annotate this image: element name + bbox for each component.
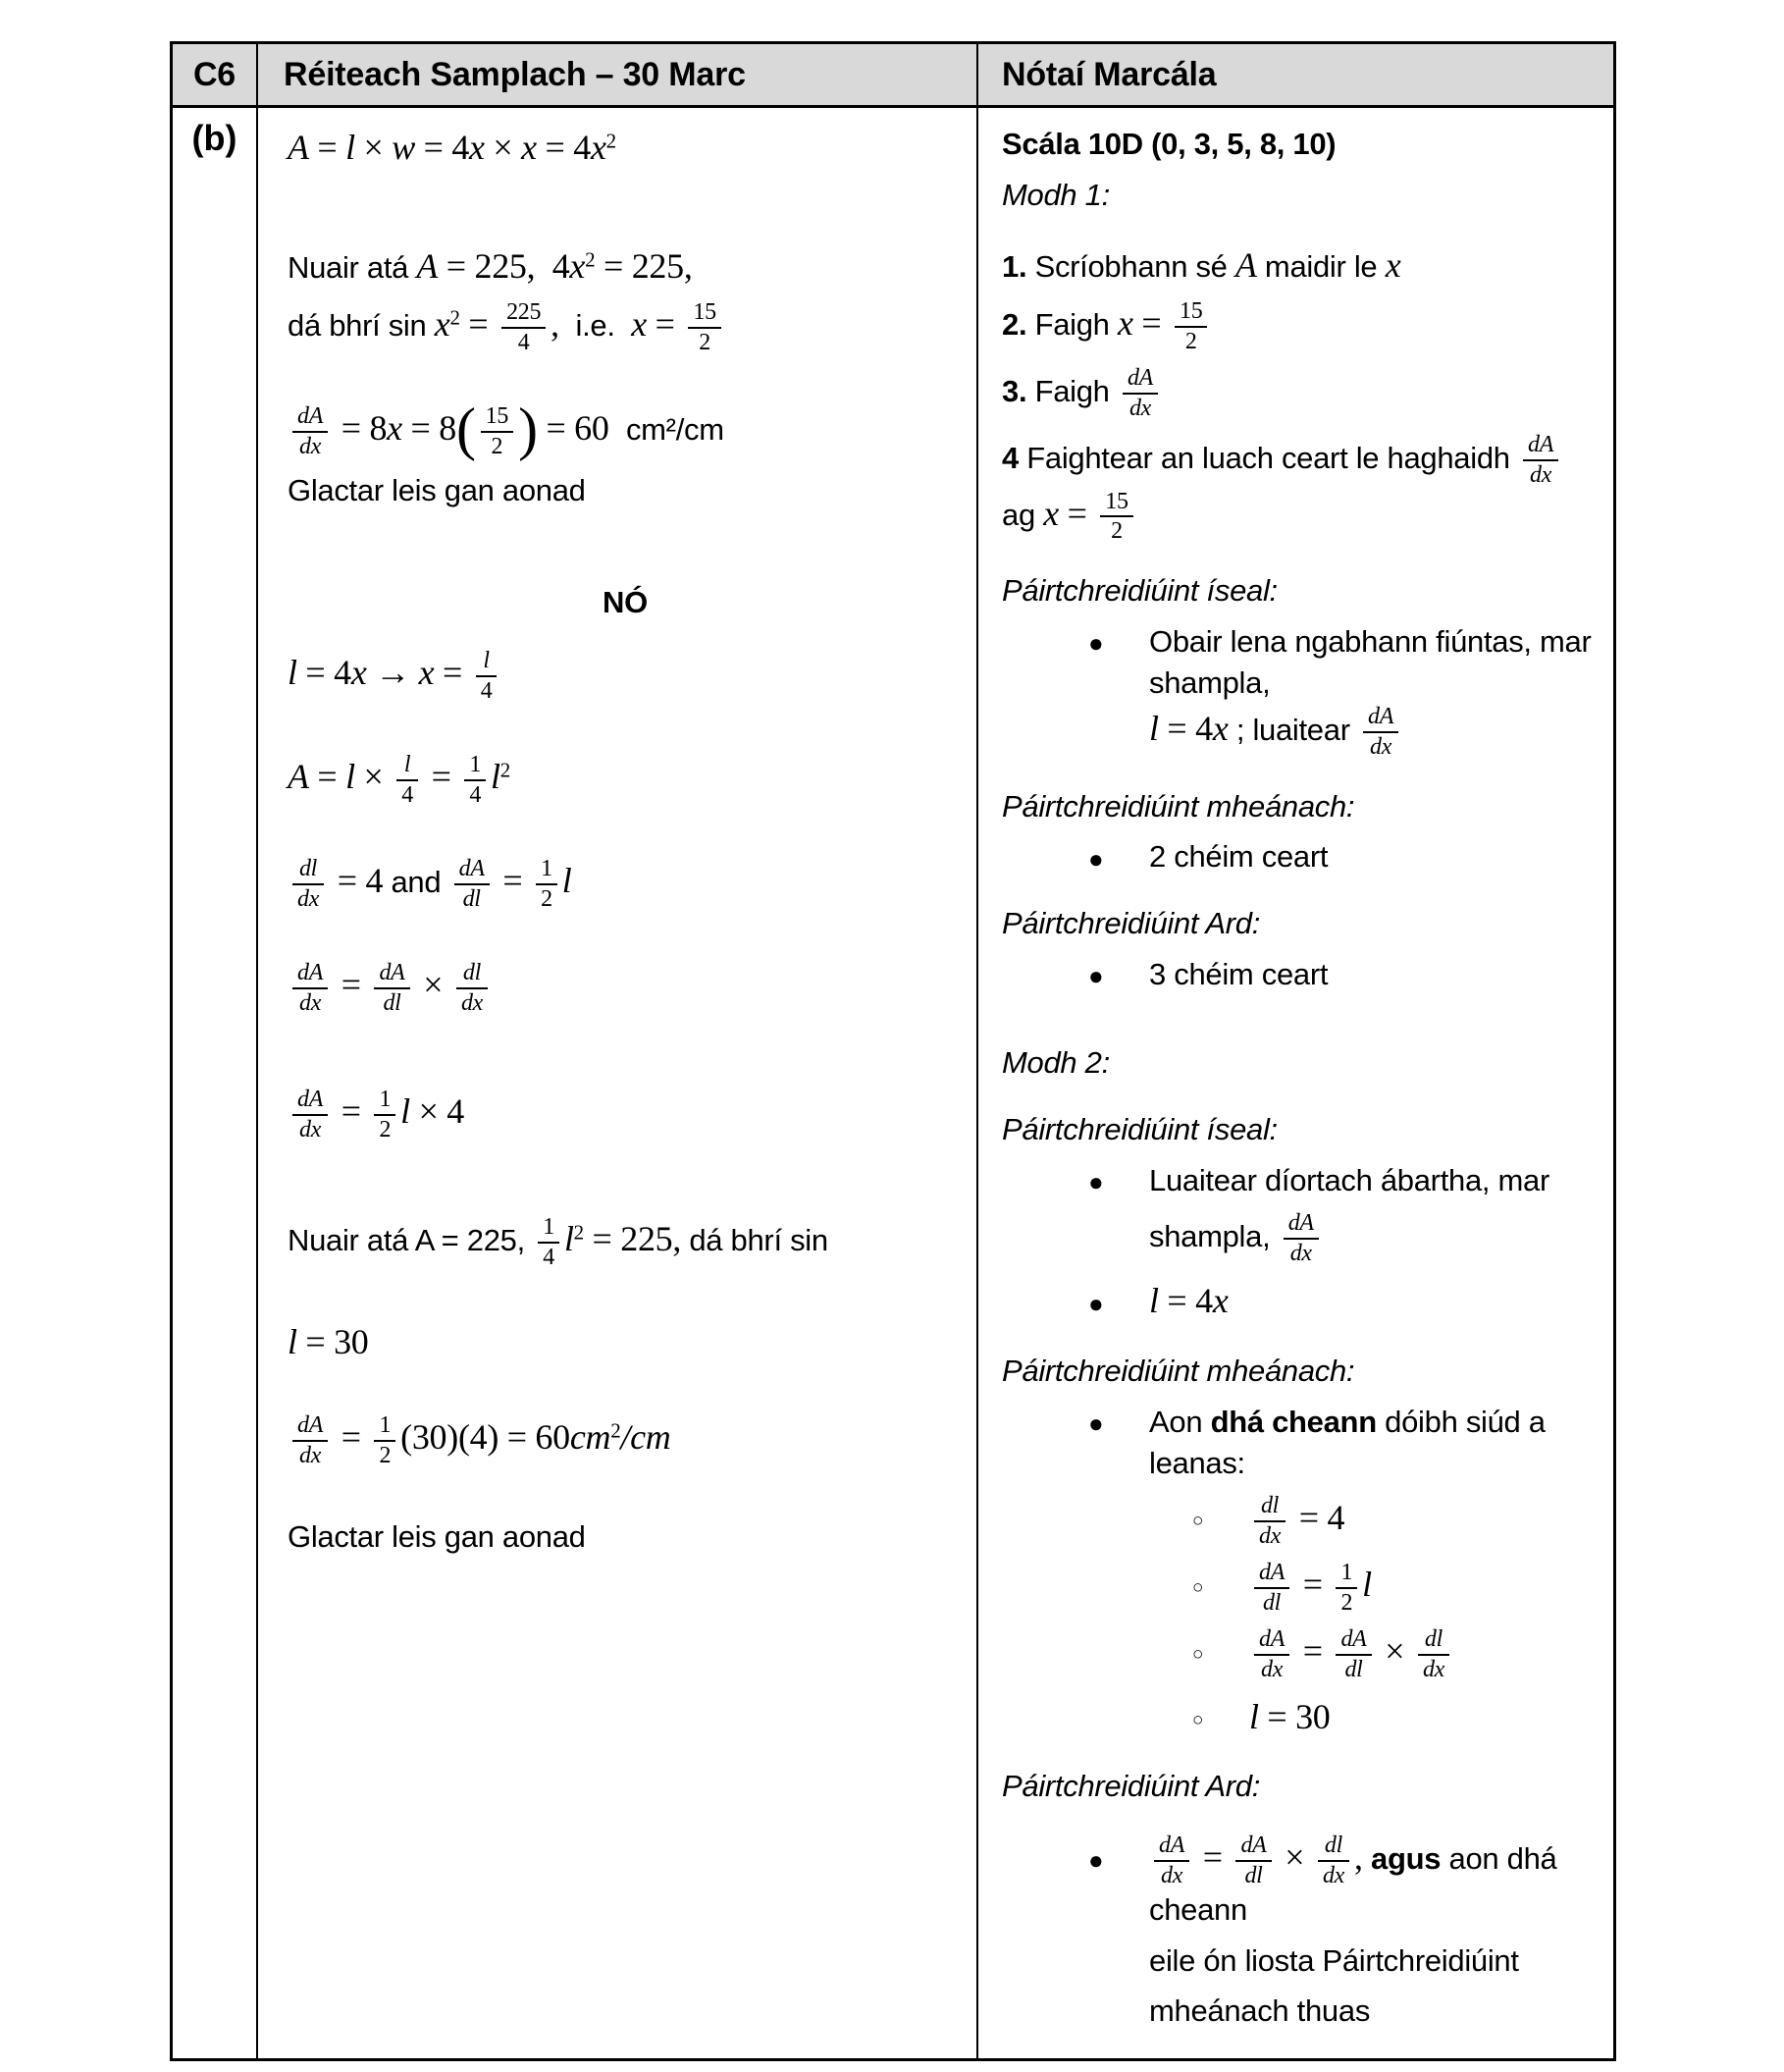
text-segment: Faightear an luach ceart le haghaidh [1018, 440, 1519, 475]
text-segment: dá bhrí sin [288, 308, 435, 344]
text-segment: 3 chéim ceart [1149, 957, 1329, 992]
text-segment: 2 [585, 247, 596, 272]
text-segment: x [521, 128, 537, 167]
text-segment: l [491, 757, 500, 797]
text-segment: = [1132, 303, 1171, 344]
text-segment: l [345, 128, 355, 167]
notes-line [1002, 836, 1596, 877]
solution-line [288, 1318, 963, 1366]
big-paren-close: ) [518, 396, 538, 461]
text-segment: , [1354, 1837, 1363, 1878]
text-segment: i.e. [558, 308, 632, 344]
text-segment [1363, 1841, 1371, 1876]
solution-line [288, 856, 963, 913]
text-segment: x [418, 653, 435, 693]
fraction: $\frac{15}{2}$ [688, 299, 720, 356]
text-segment: Modh 2: [1002, 1044, 1110, 1080]
text-segment: = 4 [1290, 1498, 1345, 1538]
part-label: (b) [191, 118, 237, 158]
text-segment: × [354, 128, 393, 167]
text-segment: Páirtchreidiúint Ard: [1002, 1769, 1261, 1804]
bullet-disc-icon: ● [1088, 843, 1104, 874]
text-segment: dhá cheann [1210, 1404, 1377, 1439]
notes-line [1002, 954, 1596, 995]
notes-line [1002, 570, 1596, 611]
notes-line [1002, 1991, 1596, 2032]
text-segment: Páirtchreidiúint mheánach: [1002, 1353, 1355, 1388]
notes-line [1002, 489, 1596, 546]
text-segment: l [1362, 1565, 1372, 1605]
text-segment: = [308, 128, 346, 167]
text-segment: x [434, 304, 450, 345]
text-segment: Páirtchreidiúint Ard: [1002, 906, 1261, 941]
text-segment: l [561, 860, 572, 900]
marking-scheme-table [170, 41, 1616, 2061]
big-paren-open: ( [455, 396, 476, 461]
text-segment: x [631, 304, 647, 345]
text-segment: = 4 [1158, 708, 1213, 748]
text-segment: x [350, 653, 367, 693]
text-segment: ag [1002, 497, 1044, 532]
text-segment: 2. [1002, 307, 1027, 343]
bullet-disc-icon: ● [1088, 1408, 1104, 1438]
text-segment: Scála 10D (0, 3, 5, 8, 10) [1002, 127, 1337, 161]
fraction: $\frac{dA}{dx}$ [1254, 1626, 1289, 1683]
solution-line [288, 242, 963, 291]
bullet-circle-icon: ○ [1192, 1643, 1204, 1665]
text-segment: Aon [1149, 1404, 1211, 1439]
text-segment: = 8 [333, 408, 388, 448]
fraction: $\frac{dA}{dx}$ [1154, 1833, 1189, 1889]
text-segment: x [569, 245, 586, 286]
fraction: $\frac{15}{2}$ [1100, 489, 1132, 546]
header-cell-question-id: C6 [173, 44, 258, 108]
solution-line [288, 396, 963, 461]
text-segment: × [354, 757, 393, 797]
text-segment: = 4 [536, 128, 591, 167]
text-segment: = [494, 860, 532, 900]
fraction: $\frac{1}{2}$ [374, 1087, 395, 1143]
text-segment: = [434, 653, 471, 693]
solution-line [288, 1412, 963, 1469]
notes-line [1002, 241, 1596, 290]
text-segment: , [551, 304, 559, 345]
solution-line [288, 1516, 963, 1558]
text-segment: = [333, 1091, 370, 1132]
notes-line [1002, 1160, 1596, 1201]
text-segment: Glactar leis gan aonad [288, 472, 586, 507]
notes-line [1002, 432, 1596, 489]
text-segment: = [1194, 1837, 1232, 1878]
notes-line [1002, 124, 1596, 165]
text-segment: l [563, 1219, 574, 1259]
solution-line [288, 960, 963, 1017]
text-segment: Faigh [1026, 374, 1118, 409]
notes-line [1002, 621, 1596, 704]
text-segment: Scríobhann sé [1026, 248, 1235, 284]
bullet-disc-icon: ● [1088, 1166, 1104, 1196]
text-segment: 1. [1002, 248, 1027, 284]
text-segment: × 4 [409, 1091, 464, 1132]
text-segment: /cm [620, 1417, 671, 1458]
text-segment: 2 chéim ceart [1149, 839, 1329, 875]
text-segment: l [1149, 708, 1159, 748]
text-segment: aon dhá cheann [1149, 1841, 1557, 1927]
text-segment: = 4 [329, 860, 384, 900]
text-segment: x [590, 128, 606, 167]
text-segment: Luaitear díortach ábartha, mar [1149, 1162, 1550, 1197]
text-segment: = 225, [583, 1219, 682, 1259]
header-cell-notes-title: Nótaí Marcála [978, 44, 1613, 108]
notes-line [1002, 365, 1596, 422]
text-segment: dá bhrí sin [681, 1223, 828, 1258]
notes-line [1002, 1693, 1596, 1741]
text-segment: Páirtchreidiúint íseal: [1002, 573, 1278, 609]
text-segment: = 60 [537, 408, 626, 448]
solution-line [288, 752, 963, 809]
text-segment: = [646, 304, 684, 345]
solution-line [288, 1087, 963, 1143]
text-segment: cm [569, 1417, 611, 1458]
text-segment: shampla, [1149, 1219, 1279, 1254]
text-segment: x [1117, 303, 1133, 344]
text-segment: Obair lena ngabhann fiúntas, mar shampla, [1149, 624, 1592, 700]
text-segment: = [1058, 493, 1096, 533]
fraction: $\frac{dA}{dx}$ [1523, 432, 1558, 489]
text-segment: l [1149, 1281, 1159, 1321]
text-segment: = 4 [414, 128, 470, 167]
notes-line [1002, 1351, 1596, 1392]
fraction: $\frac{1}{2}$ [1336, 1560, 1357, 1617]
text-segment: 2 [573, 1220, 584, 1245]
notes-line [1002, 1766, 1596, 1807]
text-segment: x [469, 128, 485, 167]
fraction: $\frac{dA}{dx}$ [292, 1412, 328, 1469]
text-segment: dóibh siúd a leanas: [1149, 1404, 1546, 1480]
fraction: $\frac{225}{4}$ [501, 299, 546, 356]
fraction: $\frac{1}{2}$ [374, 1412, 395, 1469]
notes-cell [978, 108, 1613, 2058]
notes-line [1002, 1626, 1596, 1683]
notes-line [1002, 1833, 1596, 1931]
notes-line [1002, 1210, 1596, 1267]
text-segment: A [288, 757, 309, 797]
text-segment: x [1043, 493, 1059, 533]
part-label-cell [173, 108, 258, 2058]
text-segment: (30)(4) = 60 [400, 1417, 570, 1458]
text-segment: Glactar leis gan aonad [288, 1519, 586, 1555]
solution-line [288, 299, 963, 356]
text-segment: Faigh [1026, 307, 1118, 343]
text-segment: l [1249, 1696, 1259, 1736]
text-segment: A [416, 245, 439, 286]
text-segment: Nuair atá [288, 249, 417, 285]
solution-line [288, 648, 963, 705]
fraction: $\frac{dl}{dx}$ [1418, 1626, 1449, 1683]
text-segment: = [459, 304, 498, 345]
text-segment: x [1212, 708, 1229, 748]
text-segment: = 225, [595, 245, 693, 286]
fraction: $\frac{dl}{dx}$ [292, 856, 324, 913]
fraction: $\frac{dl}{dx}$ [456, 960, 488, 1017]
fraction: $\frac{dA}{dl}$ [1235, 1833, 1271, 1889]
bullet-disc-icon: ● [1088, 628, 1104, 659]
notes-line [1002, 1109, 1596, 1150]
fraction: $\frac{1}{4}$ [464, 752, 486, 809]
notes-line [1002, 1493, 1596, 1550]
text-segment: x [387, 408, 402, 448]
fraction: $\frac{dA}{dx}$ [1123, 365, 1158, 422]
text-segment: eile ón liosta Páirtchreidiúint [1149, 1942, 1519, 1978]
header-cell-solution-title: Réiteach Samplach – 30 Marc [258, 44, 978, 108]
fraction: $\frac{dl}{dx}$ [1254, 1493, 1286, 1550]
fraction: $\frac{15}{2}$ [1175, 298, 1207, 355]
bullet-circle-icon: ○ [1192, 1709, 1204, 1730]
fraction: $\frac{1}{2}$ [536, 856, 557, 913]
text-segment: × [1376, 1630, 1413, 1671]
fraction: $\frac{dA}{dx}$ [292, 1087, 328, 1143]
text-segment: 2 [610, 1419, 621, 1444]
bullet-circle-icon: ○ [1192, 1511, 1204, 1532]
fraction: $\frac{dA}{dl}$ [374, 960, 409, 1017]
text-segment: 2 [449, 305, 460, 330]
fraction: $\frac{dA}{dl}$ [1336, 1626, 1371, 1683]
text-segment: l [288, 1321, 297, 1361]
text-segment: and [383, 864, 449, 899]
text-segment: Modh 1: [1002, 177, 1110, 212]
text-segment: mheánach thuas [1149, 1993, 1371, 2029]
fraction: $\frac{dA}{dx}$ [292, 403, 328, 460]
notes-line [1002, 1402, 1596, 1484]
text-segment: = [1294, 1565, 1332, 1605]
text-segment: = 4 [296, 653, 351, 693]
fraction: $\frac{1}{4}$ [538, 1214, 559, 1271]
notes-line [1002, 298, 1596, 355]
text-segment: ; luaitear [1228, 712, 1359, 747]
solution-cell [258, 108, 978, 2058]
text-segment: l [400, 1091, 410, 1132]
fraction: $\frac{dA}{dl}$ [1254, 1560, 1289, 1617]
fraction: $\frac{dA}{dx}$ [1363, 704, 1398, 761]
notes-line [1002, 1042, 1596, 1084]
text-segment: = 4 [1158, 1281, 1213, 1321]
bullet-circle-icon: ○ [1192, 1577, 1204, 1599]
text-segment: A [1234, 244, 1257, 285]
fraction: $\frac{dA}{dx}$ [292, 960, 328, 1017]
text-segment: = [333, 964, 370, 1004]
text-segment: = [308, 757, 346, 797]
solution-line [288, 124, 963, 172]
text-segment: l [345, 757, 355, 797]
solution-line [288, 470, 963, 511]
bullet-disc-icon: ● [1088, 1289, 1104, 1319]
text-segment: × [484, 128, 522, 167]
text-segment: 2 [605, 129, 616, 153]
text-segment: x [1385, 244, 1401, 285]
notes-line [1002, 786, 1596, 827]
text-segment: maidir le [1256, 248, 1386, 284]
text-segment: Nuair atá A = 225, [288, 1223, 534, 1258]
text-segment: × [414, 964, 451, 1004]
text-segment: Páirtchreidiúint mheánach: [1002, 788, 1355, 823]
bullet-disc-icon: ● [1088, 1845, 1104, 1876]
text-segment: l [288, 653, 297, 693]
text-segment: = [422, 757, 460, 797]
text-segment: 3. [1002, 374, 1027, 409]
fraction: $\frac{l}{4}$ [476, 648, 498, 705]
notes-line [1002, 175, 1596, 216]
notes-line [1002, 704, 1596, 761]
fraction: $\frac{dA}{dx}$ [1284, 1210, 1319, 1267]
text-segment: NÓ [603, 584, 648, 619]
solution-line [288, 582, 963, 623]
text-segment: cm²/cm [625, 412, 724, 447]
text-segment: = 30 [1258, 1696, 1331, 1736]
text-segment: agus [1371, 1841, 1442, 1877]
text-segment: × [1276, 1837, 1313, 1878]
notes-line [1002, 903, 1596, 944]
fraction: $\frac{l}{4}$ [396, 752, 418, 809]
text-segment: Páirtchreidiúint íseal: [1002, 1111, 1278, 1146]
fraction: $\frac{15}{2}$ [481, 403, 513, 460]
notes-line [1002, 1940, 1596, 1982]
text-segment: = 8 [401, 408, 456, 448]
text-segment: 2 [499, 758, 510, 782]
fraction: $\frac{dA}{dl}$ [454, 856, 490, 913]
bullet-disc-icon: ● [1088, 961, 1104, 991]
text-segment: = [333, 1417, 370, 1458]
solution-line [288, 1214, 963, 1271]
text-segment: → [366, 653, 419, 693]
text-segment: 4 [1002, 440, 1019, 475]
notes-line [1002, 1277, 1596, 1325]
text-segment: A [288, 128, 309, 167]
text-segment: = 30 [296, 1321, 369, 1361]
notes-line [1002, 1560, 1596, 1617]
text-segment: x [1212, 1281, 1229, 1321]
text-segment: = 225, 4 [438, 245, 570, 286]
text-segment: w [392, 128, 415, 167]
fraction: $\frac{dl}{dx}$ [1318, 1833, 1349, 1889]
text-segment: = [1294, 1630, 1332, 1671]
